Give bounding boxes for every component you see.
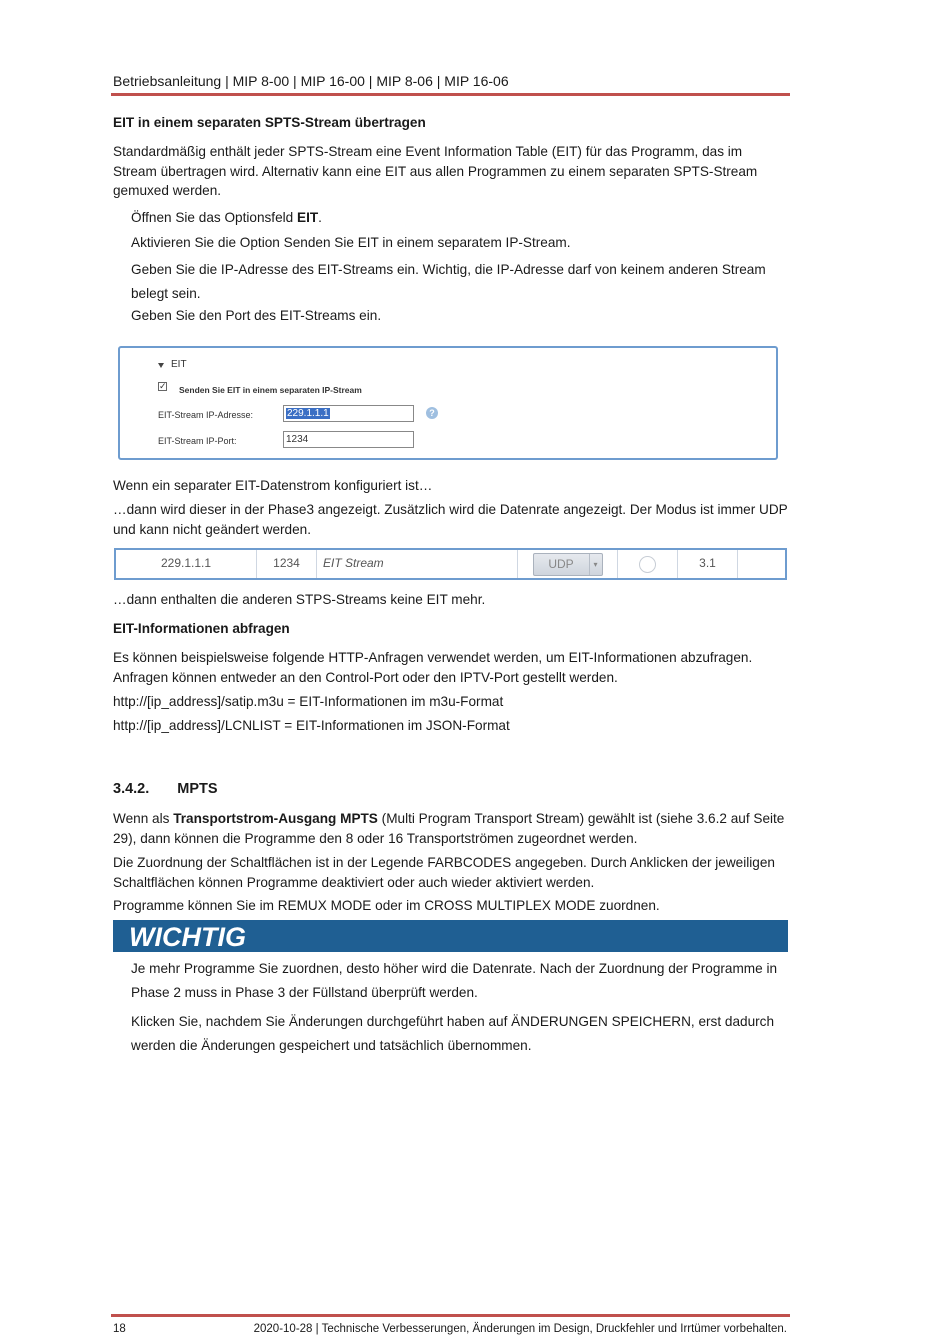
header-rule <box>111 93 790 96</box>
stream-port-cell <box>257 550 317 578</box>
stream-rate-cell <box>678 550 738 578</box>
stream-empty-cell <box>738 550 785 578</box>
section-heading-eit: EIT in einem separaten SPTS-Stream übertragen <box>113 115 426 130</box>
step-enter-ip: Geben Sie die IP-Adresse des EIT-Streams ein. Wichtig, die IP-Adresse darf von keinem anderen Stream belegt sein. <box>131 262 766 301</box>
stream-port: 1234 <box>273 556 300 571</box>
section-intro: Standardmäßig enthält jeder SPTS-Stream eine Event Information Table (EIT) für das Programm, das im Stream übertragen wird. Alternativ kann eine EIT aus allen Programmen zu einem separaten SPTS-Stream gemuxed werden. <box>113 144 758 198</box>
checkmark-icon: ✓ <box>159 381 167 391</box>
stream-mode-cell <box>518 550 618 578</box>
url-m3u: http://[ip_address]/satip.m3u = EIT-Informationen im m3u-Format <box>113 694 504 709</box>
mode-select[interactable] <box>533 553 603 576</box>
eit-info-text: Es können beispielsweise folgende HTTP-Anfragen verwendet werden, um EIT-Informationen abzufragen. Anfragen können entweder an den Control-Port oder den IPTV-Port gestellt werden. <box>113 650 753 685</box>
stream-ip: 229.1.1.1 <box>160 556 212 571</box>
phase3-note: …dann wird dieser in der Phase3 angezeigt. Zusätzlich wird die Datenrate angezeigt. Der Modus ist immer UDP und kann nicht geändert werden. <box>113 502 788 537</box>
mode-value: UDP <box>548 556 574 571</box>
ip-address-label: EIT-Stream IP-Adresse: <box>158 410 254 420</box>
eit-settings-panel <box>118 346 778 460</box>
url-lcnlist: http://[ip_address]/LCNLIST = EIT-Informationen im JSON-Format <box>113 718 510 733</box>
footer-disclaimer: 2020-10-28 | Technische Verbesserungen, Änderungen im Design, Druckfehler und Irrtümer vorbehalten. <box>253 1323 787 1335</box>
mpts-paragraph-1: Wenn als Transportstrom-Ausgang MPTS (Multi Program Transport Stream) gewählt ist (siehe 3.6.2 auf Seite 29), dann können die Programme den 8 oder 16 Transportströmen zugeordnet werden. <box>113 811 785 846</box>
step-enter-port: Geben Sie den Port des EIT-Streams ein. <box>131 308 382 323</box>
eit-ip-address-input[interactable] <box>283 405 414 422</box>
eit-ip-port-input[interactable] <box>283 431 414 448</box>
chevron-down-icon: ▾ <box>589 554 602 575</box>
eit-panel-title: EIT <box>171 359 187 370</box>
stream-radio[interactable] <box>639 556 656 573</box>
stream-name: EIT Stream <box>323 556 384 571</box>
page-header-title: Betriebsanleitung | MIP 8-00 | MIP 16-00 | MIP 8-06 | MIP 16-06 <box>113 73 509 89</box>
section-heading-mpts: 3.4.2. MPTS <box>113 781 218 797</box>
collapse-triangle-icon[interactable] <box>158 363 164 368</box>
stream-name-cell <box>317 550 518 578</box>
ip-address-value: 229.1.1.1 <box>287 408 329 419</box>
stream-radio-cell <box>618 550 678 578</box>
mpts-paragraph-3: Programme können Sie im REMUX MODE oder im CROSS MULTIPLEX MODE zuordnen. <box>113 898 660 913</box>
footer-rule <box>111 1314 790 1317</box>
config-note: Wenn ein separater EIT-Datenstrom konfiguriert ist… <box>113 478 433 493</box>
stream-ip-cell <box>116 550 257 578</box>
section-heading-eit-info: EIT-Informationen abfragen <box>113 621 290 636</box>
step-open-eit: Öffnen Sie das Optionsfeld EIT. <box>131 210 322 225</box>
eit-stream-row <box>114 548 787 580</box>
ip-port-value: 1234 <box>286 434 309 445</box>
send-eit-checkbox[interactable] <box>158 382 167 391</box>
help-icon[interactable]: ? <box>426 407 438 419</box>
important-banner: WICHTIG <box>113 920 788 952</box>
important-text-1: Je mehr Programme Sie zuordnen, desto höher wird die Datenrate. Nach der Zuordnung der Programme in Phase 2 muss in Phase 3 der Füllstand überprüft werden. <box>131 961 778 1000</box>
no-eit-note: …dann enthalten die anderen STPS-Streams keine EIT mehr. <box>113 592 486 607</box>
stream-rate: 3.1 <box>699 556 716 571</box>
send-eit-checkbox-label: Senden Sie EIT in einem separaten IP-Stream <box>179 385 362 395</box>
page-number: 18 <box>113 1323 126 1335</box>
step-enable-option: Aktivieren Sie die Option Senden Sie EIT in einem separatem IP-Stream. <box>131 235 571 250</box>
mpts-paragraph-2: Die Zuordnung der Schaltflächen ist in der Legende FARBCODES angegeben. Durch Anklicken der jeweiligen Schaltflächen können Programme deaktiviert oder auch wieder aktiviert werden. <box>113 855 775 890</box>
important-text-2: Klicken Sie, nachdem Sie Änderungen durchgeführt haben auf ÄNDERUNGEN SPEICHERN, erst dadurch werden die Änderungen gespeichert und tatsächlich übernommen. <box>131 1014 775 1053</box>
ip-port-label: EIT-Stream IP-Port: <box>158 436 237 446</box>
